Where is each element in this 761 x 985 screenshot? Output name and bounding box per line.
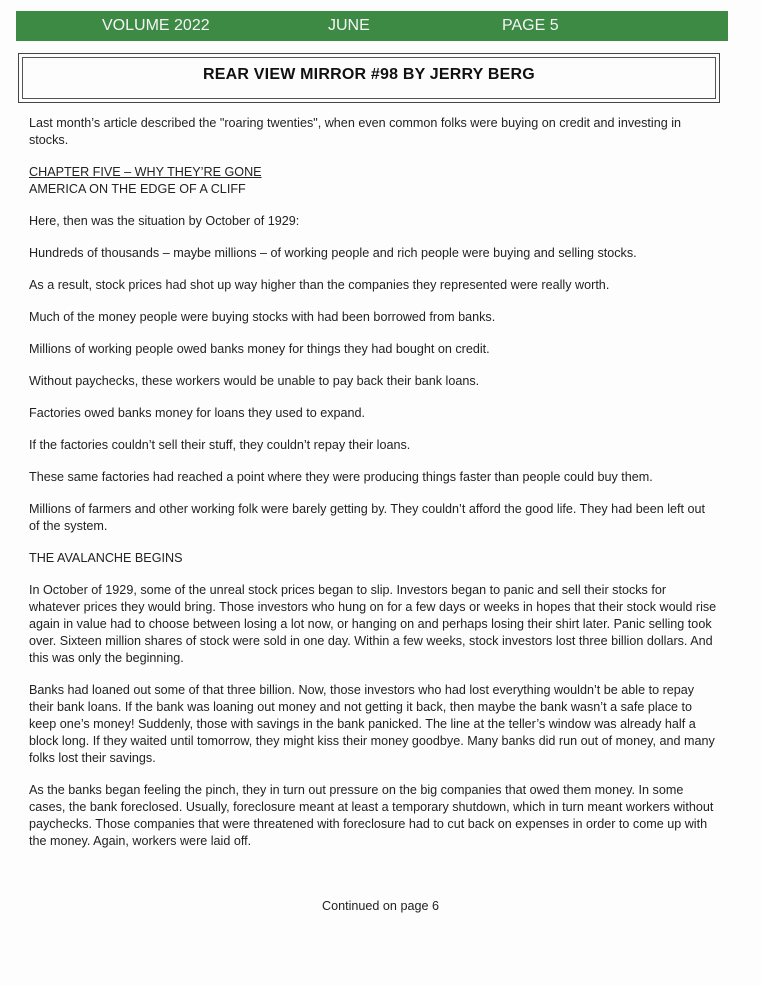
point-paragraph: As a result, stock prices had shot up way higher than the companies they represented were really worth. (29, 278, 610, 292)
point-paragraph: Factories owed banks money for loans they used to expand. (29, 406, 366, 420)
month-label: JUNE (328, 17, 370, 34)
point-paragraph: If the factories couldn’t sell their stuff, they couldn’t repay their loans. (29, 438, 411, 452)
volume-label: VOLUME 2022 (102, 17, 210, 34)
point-paragraph: Millions of working people owed banks money for things they had bought on credit. (29, 342, 490, 356)
article-title: REAR VIEW MIRROR #98 BY JERRY BERG (203, 66, 535, 83)
point-paragraph: Hundreds of thousands – maybe millions – of working people and rich people were buying and selling stocks. (29, 246, 637, 260)
page-label: PAGE 5 (502, 17, 559, 34)
article-body (29, 115, 719, 865)
chapter-heading-block (29, 164, 719, 198)
point-paragraph: Millions of farmers and other working folk were barely getting by. They couldn’t afford the good life. They had been left out of the system. (29, 502, 706, 533)
section-heading: THE AVALANCHE BEGINS (29, 551, 183, 565)
continued-note: Continued on page 6 (322, 899, 439, 913)
intro-paragraph: Last month’s article described the "roaring twenties", when even common folks were buying on credit and investing in stocks. (29, 116, 682, 147)
point-paragraph: These same factories had reached a point where they were producing things faster than people could buy them. (29, 470, 653, 484)
header-bar (16, 11, 728, 41)
body-paragraph: As the banks began feeling the pinch, they in turn out pressure on the big companies that owed them money. In some cases, the bank foreclosed. Usually, foreclosure meant at least a temporary shutdown, which in turn meant workers without paychecks. Those companies that were threatened with foreclosure had to cut back on expenses in order to come up with the money. Again, workers were laid off. (29, 783, 714, 848)
chapter-heading: CHAPTER FIVE – WHY THEY’RE GONE (29, 165, 262, 179)
point-paragraph: Much of the money people were buying stocks with had been borrowed from banks. (29, 310, 496, 324)
title-box (18, 53, 720, 103)
point-paragraph: Without paychecks, these workers would be unable to pay back their bank loans. (29, 374, 480, 388)
body-paragraph: In October of 1929, some of the unreal stock prices began to slip. Investors began to panic and sell their stocks for whatever prices they would bring. Those investors who hung on for a few days or weeks in hopes that their stock would rise again in value had to choose between losing a lot now, or hanging on and perhaps losing their shirt later. Panic selling took over. Sixteen million shares of stock were sold in one day. Within a few weeks, stock investors lost three billion dollars. And this was only the beginning. (29, 583, 717, 665)
point-paragraph: Here, then was the situation by October of 1929: (29, 214, 300, 228)
body-paragraph: Banks had loaned out some of that three billion. Now, those investors who had lost everything wouldn’t be able to repay their bank loans. If the bank was loaning out money and not getting it back, then maybe the bank wasn’t a safe place to keep one’s money! Suddenly, those with savings in the bank panicked. The line at the teller’s window was already half a block long. If they waited until tomorrow, they might kiss their money goodbye. Many banks did run out of money, and many folks lost their savings. (29, 683, 715, 765)
chapter-subheading: AMERICA ON THE EDGE OF A CLIFF (29, 182, 246, 196)
